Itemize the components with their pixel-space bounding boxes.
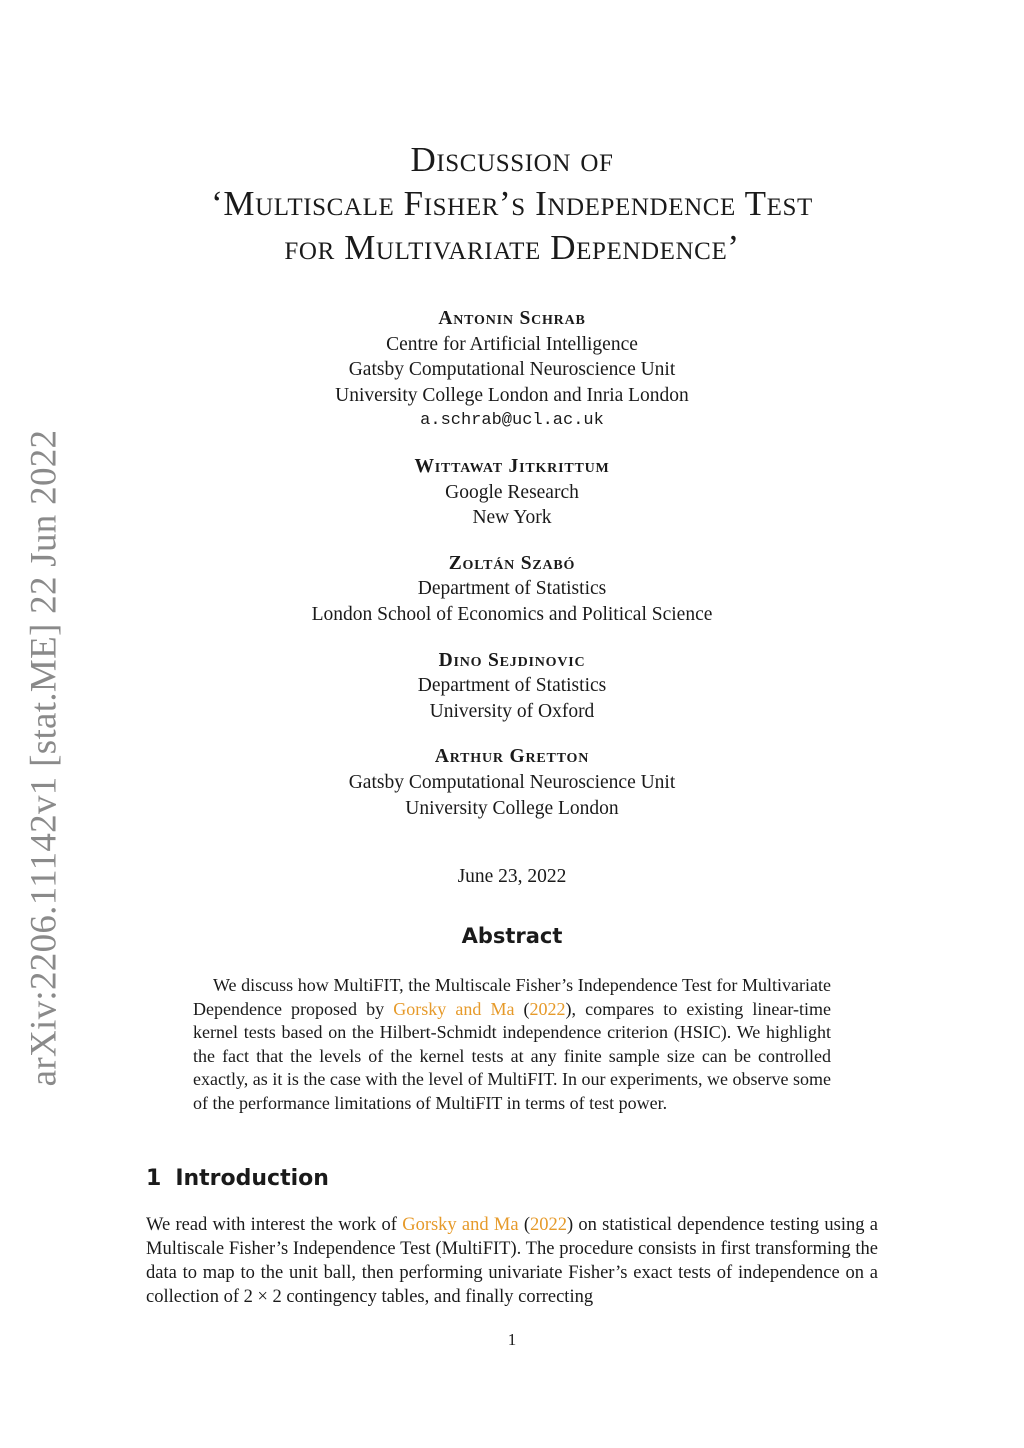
author-name: Arthur Gretton: [434, 746, 590, 768]
author-affiliation: University College London: [405, 797, 619, 819]
citation-link[interactable]: Gorsky and Ma: [402, 1215, 519, 1235]
section-heading-introduction: [146, 1166, 329, 1191]
author-affiliation: New York: [472, 507, 552, 529]
arxiv-identifier: arXiv:2206.11142v1 [stat.ME] 22 Jun 2022: [23, 429, 65, 1087]
author-block: [0, 744, 1024, 821]
author-affiliation: Gatsby Computational Neuroscience Unit: [348, 359, 676, 381]
introduction-text: [146, 1213, 878, 1309]
author-name: Dino Sejdinovic: [438, 649, 586, 671]
author-affiliation: London School of Economics and Political Science: [311, 603, 713, 625]
title-line-1: Discussion of: [410, 140, 614, 179]
title-line-3: for Multivariate Dependence’: [284, 228, 740, 267]
intro-text-part: We read with interest the work of: [146, 1215, 403, 1235]
intro-text-part: ) on statistical dependence testing using a Multiscale Fisher’s Independence Test (MultiFIT). The procedure consists in first transforming the data to map to the unit ball, then performing univariate Fisher’s exact tests of independence on a collection of 2 × 2 contingency tables, and finally correcting: [146, 1215, 878, 1307]
author-block: [0, 648, 1024, 725]
abstract-heading: Abstract: [461, 924, 563, 948]
abstract-text: [193, 974, 831, 1115]
title-line-2: ‘Multiscale Fisher’s Independence Test: [211, 184, 813, 223]
author-email[interactable]: a.schrab@ucl.ac.uk: [420, 411, 604, 431]
section-number: 1: [146, 1166, 162, 1191]
author-name: Antonin Schrab: [438, 308, 586, 329]
author-block: [0, 306, 1024, 434]
author-affiliation: Gatsby Computational Neuroscience Unit: [348, 771, 676, 793]
author-affiliation: Department of Statistics: [417, 675, 607, 697]
citation-link[interactable]: Gorsky and Ma: [393, 998, 515, 1019]
author-name: Zoltán Szabó: [448, 552, 576, 574]
author-name: Wittawat Jitkrittum: [414, 455, 610, 477]
abstract-text-part: ), compares to existing linear-time kernel tests based on the Hilbert-Schmidt independence criterion (HSIC). We highlight the fact that the levels of the kernel tests at any finite sample size can be controlled exactly, as it is the case with the level of MultiFIT. In our experiments, we observe some of the performance limitations of MultiFIT in terms of test power.: [193, 998, 832, 1113]
author-list: [0, 306, 1024, 841]
publication-date: June 23, 2022: [457, 866, 567, 887]
author-affiliation: Centre for Artificial Intelligence: [386, 333, 638, 355]
citation-year-link[interactable]: 2022: [529, 1215, 567, 1235]
section-title: Introduction: [175, 1166, 329, 1191]
author-block: [0, 454, 1024, 531]
author-affiliation: Google Research: [445, 481, 579, 503]
page-number: 1: [507, 1330, 517, 1349]
author-affiliation: University College London and Inria London: [335, 384, 689, 406]
paper-title: [0, 138, 1024, 270]
author-block: [0, 551, 1024, 628]
citation-paren: (: [514, 998, 530, 1019]
abstract-text-part: We discuss how MultiFIT, the Multiscale Fisher’s Independence Test for Multivariate Dependence proposed by: [193, 975, 831, 1019]
author-affiliation: University of Oxford: [429, 700, 595, 722]
author-affiliation: Department of Statistics: [417, 578, 607, 600]
citation-year-link[interactable]: 2022: [529, 998, 566, 1019]
citation-paren: (: [518, 1215, 530, 1235]
